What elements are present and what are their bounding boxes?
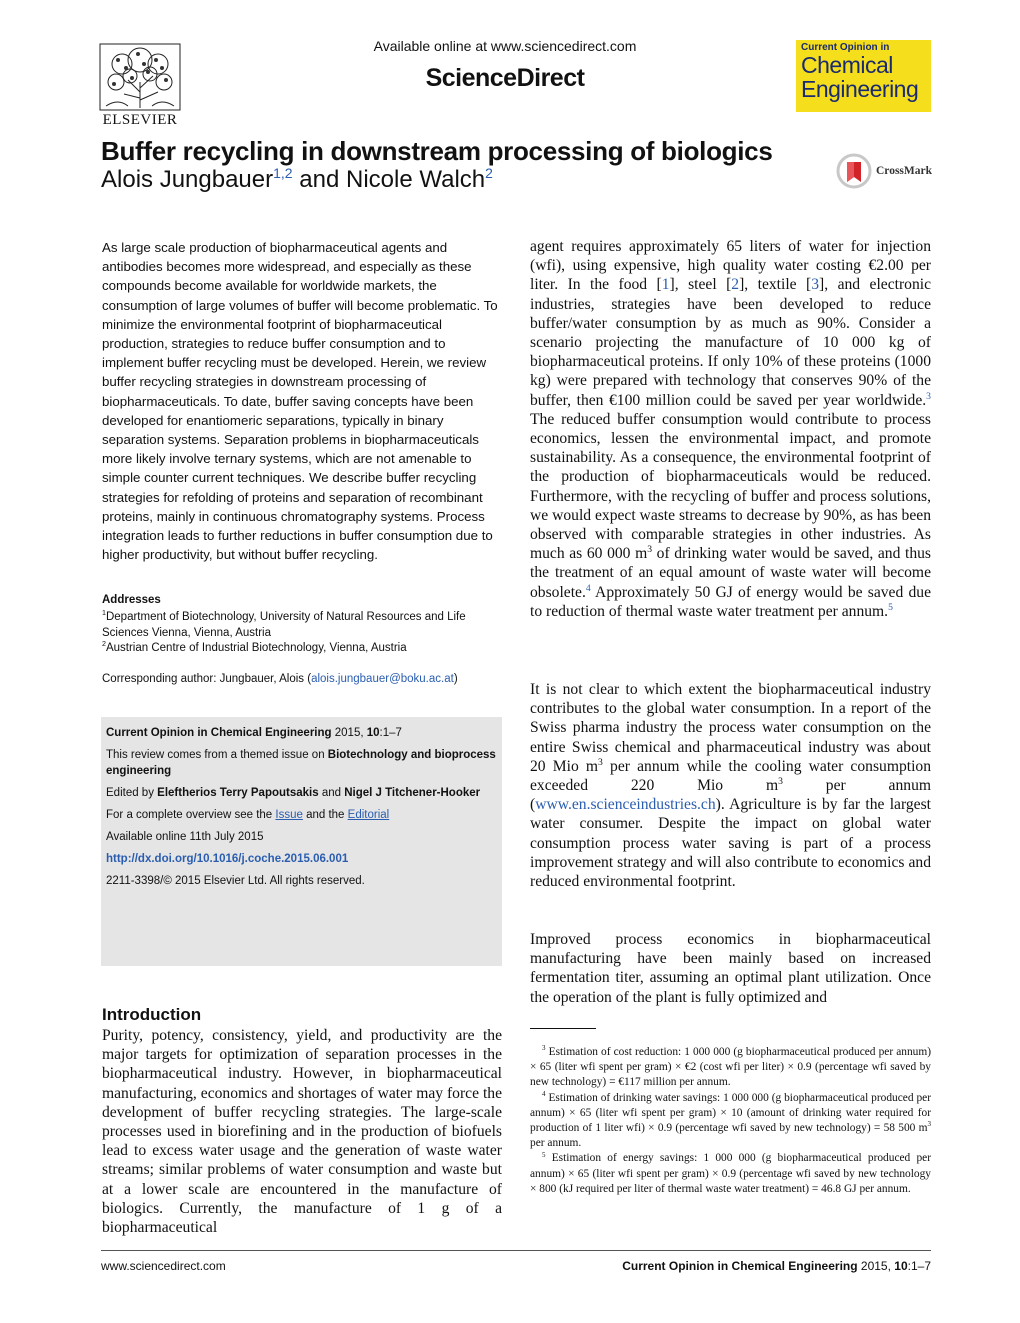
footer-divider [101, 1250, 931, 1251]
sciencedirect-wordmark: ScienceDirect [425, 64, 585, 92]
available-online-text: Available online at www.sciencedirect.com [373, 38, 637, 54]
article-info-box [101, 717, 502, 966]
edited-prefix: Edited by [106, 787, 158, 799]
overview-and: and the [302, 809, 348, 821]
citation-line [106, 725, 496, 741]
address-2 [102, 641, 502, 657]
crossmark-label: CrossMark [876, 165, 933, 177]
journal-badge [796, 40, 931, 112]
text-run: ], steel [ [669, 276, 732, 294]
footnote-ref[interactable]: 3 [926, 390, 931, 402]
reference-link[interactable]: 1 [661, 276, 670, 294]
article-title: Buffer recycling in downstream processing of biologics [101, 136, 773, 166]
footer-pages: :1–7 [907, 1259, 931, 1273]
edited-and: and [318, 787, 345, 799]
corresponding-author [102, 673, 502, 685]
author-affiliation-ref[interactable]: 1,2 [273, 165, 293, 181]
text-run: Approximately 50 GJ of energy would be saved due to reduction of thermal waste water treatment per annum. [530, 583, 931, 620]
body-paragraph-2 [530, 680, 931, 891]
superscript: 3 [927, 1120, 931, 1129]
overview-prefix: For a complete overview see the [106, 809, 276, 821]
footer-site-link[interactable]: www.sciencedirect.com [101, 1259, 226, 1273]
footnote-5: $^5$ Estimation of energy savings: 1 000 000 (g biopharmaceutical produced per annum) × 65 (liter wfi spent per gram) × 0.9 (percentage wfi saved by new technology × 800 (kJ required per liter of thermal waste water treatment) = 46.8 GJ per annum. [530, 1150, 931, 1195]
footer-volume: 10 [894, 1259, 908, 1273]
journal-badge-line1: Current Opinion in [801, 42, 890, 53]
introduction-text: Purity, potency, consistency, yield, and productivity are the major targets for optimization of separation processes in the biopharmaceutical industry. However, in biopharmaceutical manufacturing, economics and shortages of water may force the development of buffer recycling strategies. The large-scale processes used in biorefining and in the production of biofuels lead to excess water usage and the generation of waste water streams; similar problems of water consumption and waste but at a lower scale are encountered in the manufacture of biologics. Currently, the manufacture of 1 g of a biopharmaceutical [102, 1027, 502, 1237]
introduction-heading: Introduction [102, 1005, 202, 1024]
citation-pages: :1–7 [379, 727, 402, 739]
address-text: Department of Biotechnology, University of Natural Resources and Life Sciences Vienna, Vienna, Austria [102, 611, 466, 639]
footnotes [530, 1045, 931, 1197]
overview-line [106, 807, 496, 823]
reference-link[interactable]: 2 [731, 276, 740, 294]
author-affiliation-ref[interactable]: 2 [485, 165, 493, 181]
reference-link[interactable]: 3 [811, 276, 820, 294]
themed-issue-line [106, 747, 496, 779]
doi-link[interactable]: http://dx.doi.org/10.1016/j.coche.2015.06.001 [106, 853, 349, 865]
elsevier-wordmark: ELSEVIER [102, 112, 178, 128]
citation-year: 2015, [331, 727, 367, 739]
footer-year: 2015, [857, 1259, 895, 1273]
address-1 [102, 610, 502, 641]
journal-badge-line3: Engineering [801, 76, 919, 102]
footer-journal: Current Opinion in Chemical Engineering [622, 1259, 858, 1273]
elsevier-logo [98, 42, 182, 132]
footnote-text: Estimation of drinking water savings: 1 000 000 (g biopharmaceutical produced per annum) × 65 (liter wfi spent per gram) × 10 (amount of drinking water required for production of 1 liter wfi) × 0.9 (percentage wfi saved by new technology) = 58 500 m [530, 1091, 931, 1135]
editors-line [106, 785, 496, 801]
corresponding-label: Corresponding author: Jungbauer, Alois ( [102, 673, 312, 685]
footnote-text: Estimation of cost reduction: 1 000 000 (g biopharmaceutical produced per annum) × 65 (liter wfi spent per gram) × €2 (cost wfi per liter) × 0.9 (percentage wfi saved by new technology) = €117 million per annum. [530, 1046, 931, 1089]
journal-badge-line2: Chemical [801, 52, 893, 78]
author-name: Nicole Walch [345, 166, 486, 193]
address-text: Austrian Centre of Industrial Biotechnology, Vienna, Austria [105, 642, 407, 654]
text-run: ], and electronic industries, strategies have been developed to reduce buffer/water consumption by as much as 90%. Consider a scenario projecting the manufacture of 10 000 kg of biopharmaceutical proteins. If only 10% of these proteins (1000 kg) were prepared with technology that conserves 90% of the buffer, then €100 million could be saved per year worldwide. [530, 276, 931, 409]
text-run: ], textile [ [739, 276, 812, 294]
crossmark-button[interactable] [836, 152, 936, 192]
addresses-heading: Addresses [102, 594, 161, 606]
editor-name: Eleftherios Terry Papoutsakis [157, 787, 319, 799]
author-conjunction: and [292, 166, 346, 193]
footnote-divider [530, 1028, 596, 1029]
available-date: Available online 11th July 2015 [106, 831, 264, 843]
corresponding-close: ) [453, 673, 458, 685]
footnote-4: $^4$ Estimation of drinking water savings: 1 000 000 (g biopharmaceutical produced per annum) × 65 (liter wfi spent per gram) × 10 (amount of drinking water required for production of 1 liter wfi) × 0.9 (percentage wfi saved by new technology) = 58 500 $m^3$ per annum. [530, 1089, 931, 1150]
superscript: 3 [778, 775, 783, 787]
text-run: agent requires approximately 65 liters of water for injection (wfi), using expensive, high quality water costing €2.00 per liter. In the food [ [530, 238, 931, 294]
editor-name: Nigel J Titchener-Hooker [344, 787, 481, 799]
web-link[interactable]: www.en.scienceindustries.ch [535, 796, 716, 814]
address-number: 1 [102, 609, 106, 618]
author-name: Alois Jungbauer [101, 166, 274, 193]
footnote-3: $^3$ Estimation of cost reduction: 1 000 000 (g biopharmaceutical produced per annum) × 65 (liter wfi spent per gram) × €2 (cost wfi per liter) × 0.9 (percentage wfi saved by new technology) = €117 million per annum. [530, 1044, 931, 1089]
journal-name: Current Opinion in Chemical Engineering [106, 727, 332, 739]
copyright-line: 2211-3398/© 2015 Elsevier Ltd. All rights reserved. [106, 875, 365, 887]
themed-prefix: This review comes from a themed issue on [106, 749, 328, 761]
email-link[interactable]: alois.jungbauer@boku.ac.at [311, 673, 454, 685]
text-run: ). Agriculture is by far the largest water consumer. Despite the impact on global water consumption process water saving is part of a process improvement strategy and will also contribute to economics and reduced environmental footprint. [530, 796, 931, 891]
footnote-ref[interactable]: 5 [888, 601, 893, 613]
address-number: 2 [102, 640, 106, 649]
superscript: 3 [647, 544, 653, 556]
superscript: 3 [598, 756, 603, 768]
text-run: It is not clear to which extent the biopharmaceutical industry contributes to the global water consumption. In a report of the Swiss pharma industry the process water consumption on the entire Swiss chemical and pharmaceutical industry was about 20 Mio m [530, 681, 931, 775]
author-list [101, 166, 493, 194]
text-run: The reduced buffer consumption would contribute to process economics, lessen the environmental impact, and promote sustainability. As a consequence, the environmental footprint of the production of biopharmaceuticals would be reduced. Furthermore, with the recycling of buffer and process solutions, we would expect waste streams to decrease by 90%, as has been observed with comparable strategies in other industries. As much as 60 000 m [530, 410, 931, 563]
issue-link[interactable]: Issue [275, 809, 303, 821]
footnote-ref[interactable]: 4 [585, 582, 591, 594]
body-paragraph-3: Improved process economics in biopharmaceutical manufacturing have been mainly based on increased fermentation titer, assuming an optimal plant utilization. Once the operation of the plant is fully optimized and [530, 931, 931, 1006]
footer-citation [560, 1259, 931, 1273]
crossmark-icon [836, 152, 872, 190]
text-run: per annum while the cooling water consumption exceeded 220 Mio m [530, 757, 932, 795]
footnote-text: per annum. [530, 1137, 582, 1150]
text-run: per annum ( [530, 777, 931, 814]
editorial-link[interactable]: Editorial [347, 809, 390, 821]
abstract: As large scale production of biopharmaceutical agents and antibodies becomes more widespread, and especially as these compounds become available for worldwide markets, the consumption of large volumes of buffer will become problematic. To minimize the environmental footprint of biopharmaceutical production, strategies to reduce buffer consumption and to implement buffer recycling must be developed. Herein, we review buffer recycling strategies in downstream processing of biopharmaceuticals. To date, buffer saving concepts have been developed for enantiomeric separations, typically in binary separation systems. Separation problems in biopharmaceuticals more likely involve ternary systems, which are not amenable to simple counter current techniques. We describe buffer recycling strategies for refolding of proteins and separation of recombinant proteins, mainly in continuous chromatography systems. Process integration leads to further reductions in buffer consumption due to higher productivity, but without buffer recycling. [102, 240, 498, 563]
text-run: of drinking water would be saved, and thus the treatment of an equal amount of waste water will become obsolete. [530, 545, 932, 601]
footnote-text: Estimation of energy savings: 1 000 000 (g biopharmaceutical produced per annum) × 65 (liter wfi spent per gram) × 0.9 (percentage wfi saved by new technology × 800 (kJ required per liter of thermal waste water treatment) = 46.8 GJ per annum. [530, 1152, 931, 1195]
body-paragraph-1 [530, 237, 931, 621]
citation-volume: 10 [366, 727, 380, 739]
themed-topic: Biotechnology and bioprocess engineering [106, 749, 496, 777]
